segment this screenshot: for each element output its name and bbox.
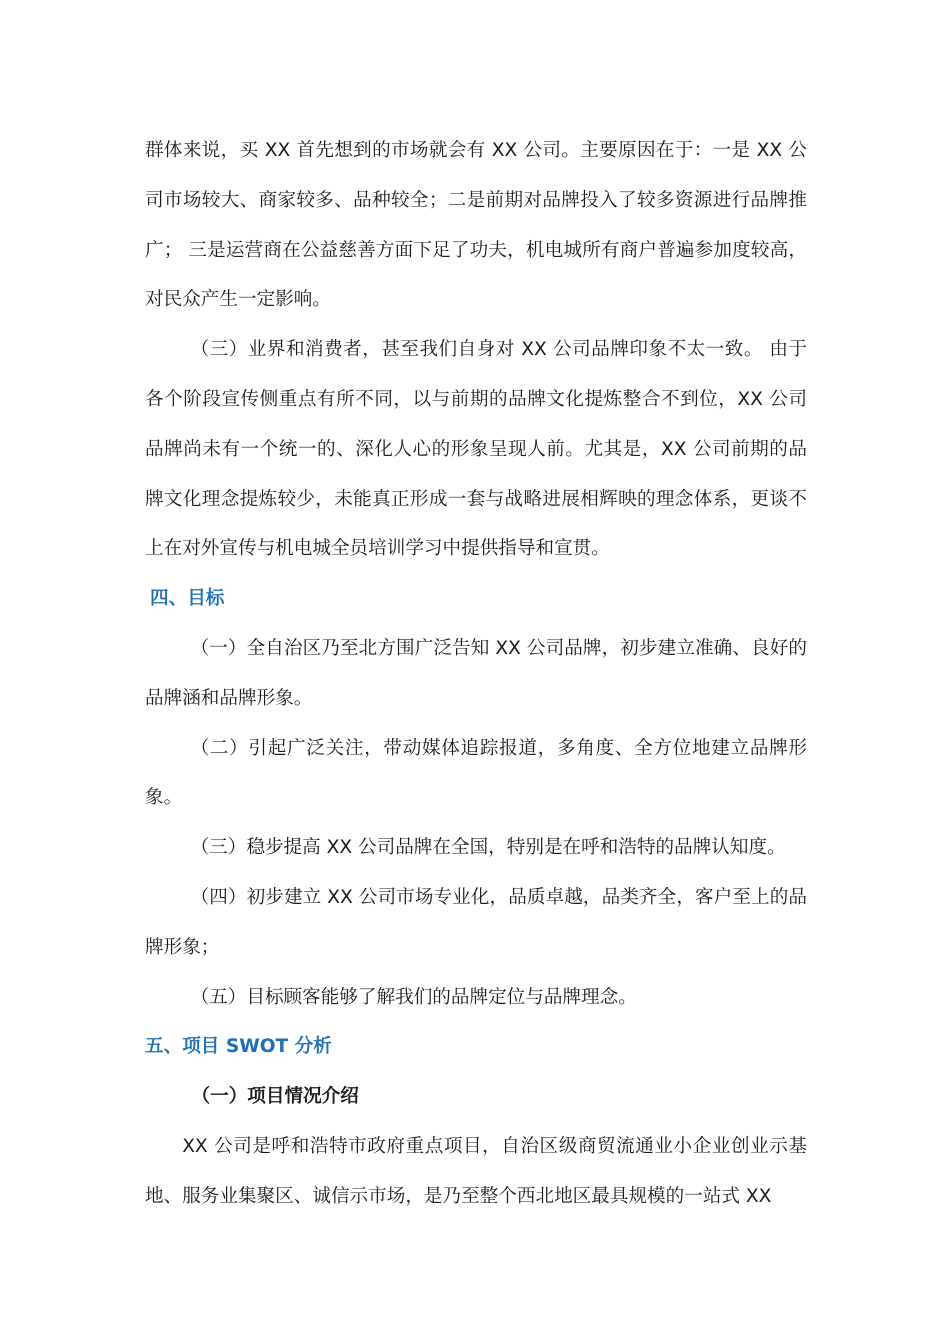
- section-heading-swot: 五、项目 SWOT 分析: [145, 1036, 332, 1058]
- goal-item-4: （四）初步建立 XX 公司市场专业化，品质卓越，品类齐全，客户至上的品牌形象；: [145, 886, 807, 958]
- goal-item-3: （三）稳步提高 XX 公司品牌在全国，特别是在呼和浩特的品牌认知度。: [190, 837, 786, 859]
- paragraph-brand-impression: （三）业界和消费者，甚至我们自身对 XX 公司品牌印象不太一致。 由于各个阶段宣传侧重点有所不同，以与前期的品牌文化提炼整合不到位，XX 公司品牌尚未有一个统一的、深化人心的形象呈现人前。尤其是，XX 公司前期的品牌文化理念提炼较少，未能真正形成一套与战略进展相辉映的理念体系，更谈不上在对外宣传与机电城全员培训学习中提供指导和宣贯。: [145, 339, 807, 560]
- paragraph-market-recognition: 群体来说，买 XX 首先想到的市场就会有 XX 公司。主要原因在于：一是 XX 公司市场较大、商家较多、品种较全；二是前期对品牌投入了较多资源进行品牌推广； 三是运营商在公益慈善方面下足了功夫，机电城所有商户普遍参加度较高，对民众产生一定影响。: [145, 140, 807, 311]
- goal-item-2: （二）引起广泛关注，带动媒体追踪报道，多角度、全方位地建立品牌形象。: [145, 737, 807, 809]
- section-heading-goals: 四、目标: [150, 588, 225, 610]
- goal-item-1: （一）全自治区乃至北方围广泛告知 XX 公司品牌，初步建立准确、良好的品牌涵和品牌形象。: [145, 637, 807, 709]
- subheading-project-intro: （一）项目情况介绍: [191, 1086, 359, 1108]
- goal-item-5: （五）目标顾客能够了解我们的品牌定位与品牌理念。: [190, 986, 637, 1008]
- paragraph-project-intro: XX 公司是呼和浩特市政府重点项目，自治区级商贸流通业小企业创业示基地、服务业集聚区、诚信示市场，是乃至整个西北地区最具规模的一站式 XX: [145, 1135, 807, 1207]
- document-page: [145, 126, 807, 1222]
